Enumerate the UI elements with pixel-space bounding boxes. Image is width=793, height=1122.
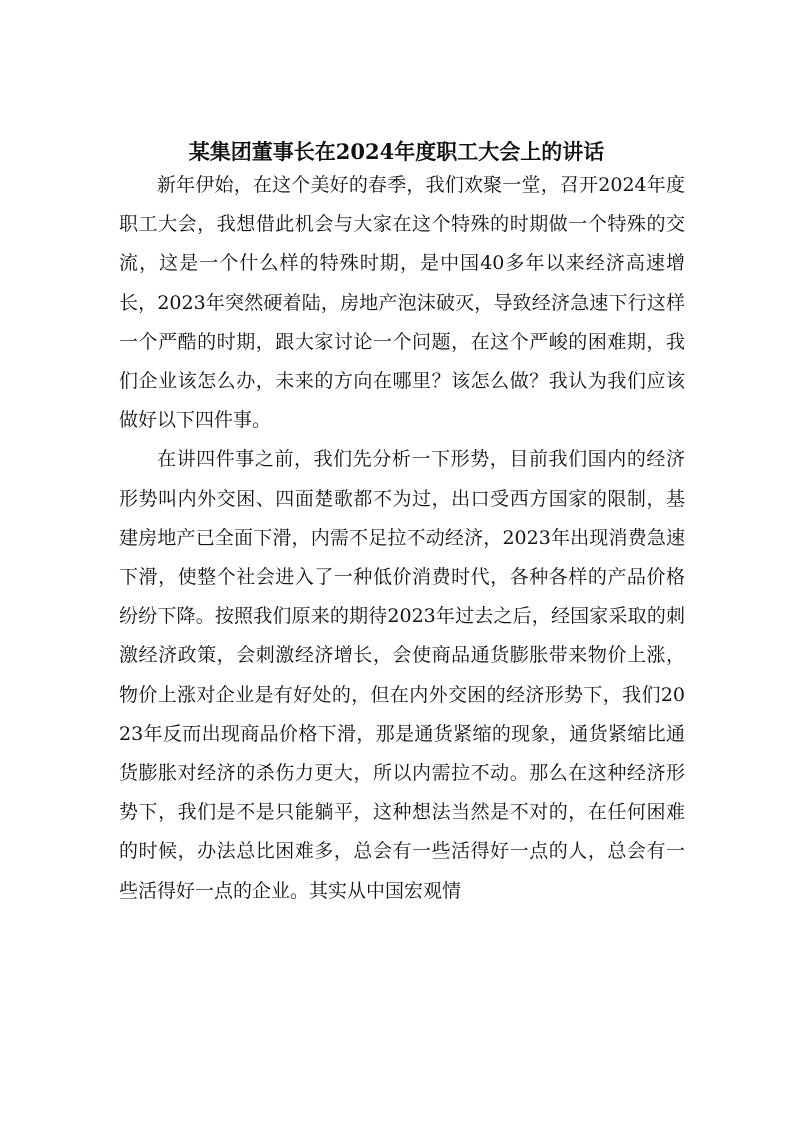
paragraph-2: 在讲四件事之前，我们先分析一下形势，目前我们国内的经济形势叫内外交困、四面楚歌都不为过，出口受西方国家的限制，基建房地产已全面下滑，内需不足拉不动经济，2023年出现消费急速下滑，使整个社会进入了一种低价消费时代，各种各样的产品价格纷纷下降。按照我们原来的期待2023年过去之后，经国家采取的刺激经济政策，会刺激经济增长，会使商品通货膨胀带来物价上涨，物价上涨对企业是有好处的，但在内外交困的经济形势下，我们2023年反而出现商品价格下滑，那是通货紧缩的现象，通货紧缩比通货膨胀对经济的杀伤力更大，所以内需拉不动。那么在这种经济形势下，我们是不是只能躺平，这种想法当然是不对的，在任何困难的时候，办法总比困难多，总会有一些活得好一点的人，总会有一些活得好一点的企业。其实从中国宏观情 xyxy=(119,448,685,902)
document-body xyxy=(119,166,685,911)
paragraph-1: 新年伊始，在这个美好的春季，我们欢聚一堂，召开2024年度职工大会，我想借此机会与大家在这个特殊的时期做一个特殊的交流，这是一个什么样的特殊时期，是中国40多年以来经济高速增长，2023年突然硬着陆，房地产泡沫破灭，导致经济急速下行这样一个严酷的时期，跟大家讨论一个问题，在这个严峻的困难期，我们企业该怎么办，未来的方向在哪里？该怎么做？我认为我们应该做好以下四件事。 xyxy=(119,174,685,432)
document-title: 某集团董事长在2024年度职工大会上的讲话 xyxy=(188,139,605,164)
